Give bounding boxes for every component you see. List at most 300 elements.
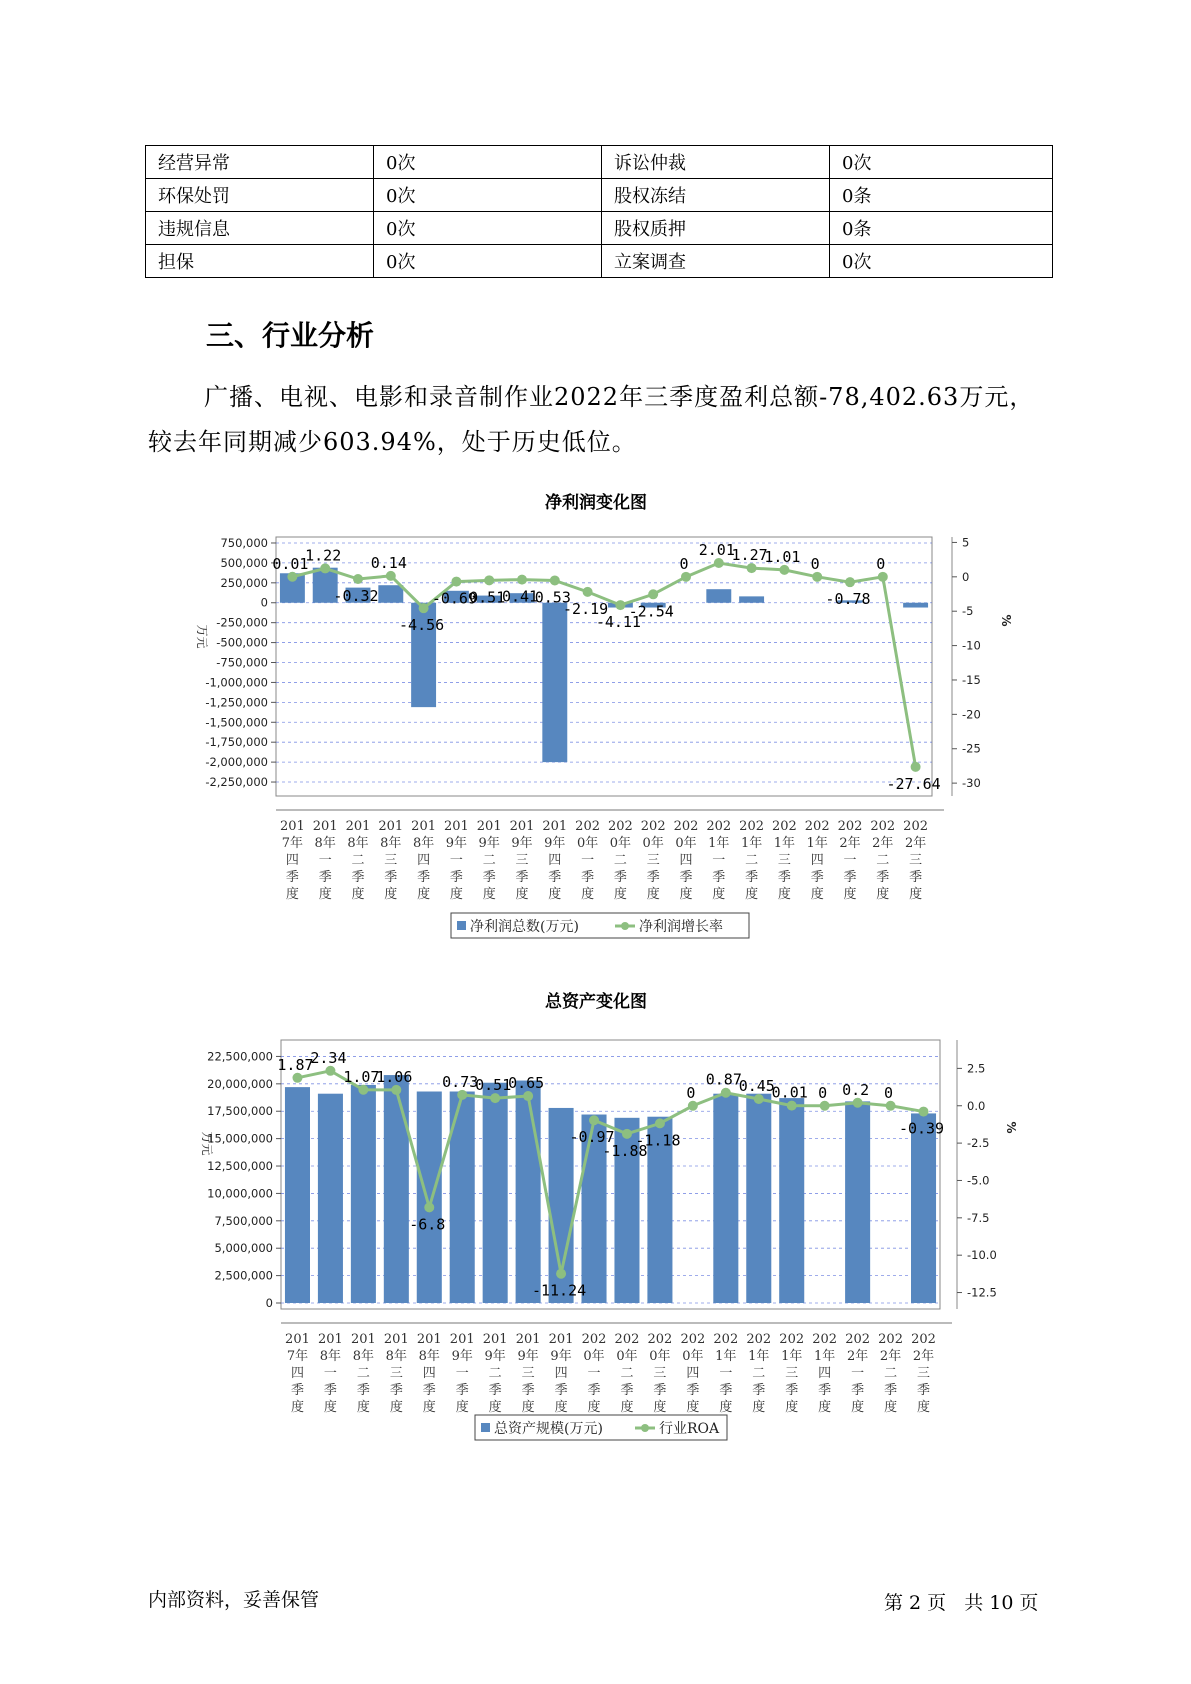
x-tick-label: 度 xyxy=(884,1400,898,1415)
data-label: 0 xyxy=(679,554,689,573)
x-tick-label: 8年 xyxy=(352,1349,375,1364)
data-label: 0.2 xyxy=(842,1080,870,1099)
bar xyxy=(483,1083,508,1303)
bar xyxy=(739,596,764,602)
risk-item-label: 立案调查 xyxy=(602,245,830,278)
x-tick-label: 季 xyxy=(587,1383,601,1398)
line-point xyxy=(648,589,658,599)
risk-item-label: 担保 xyxy=(146,245,374,278)
y2-tick-label: -25 xyxy=(962,741,981,756)
x-tick-label: 季 xyxy=(449,870,463,885)
data-label: 2.34 xyxy=(310,1048,347,1067)
line-point xyxy=(721,1088,731,1098)
x-tick-label: 季 xyxy=(455,1383,469,1398)
y-tick-label: 10,000,000 xyxy=(207,1186,273,1201)
x-tick-label: 201 xyxy=(443,819,469,834)
x-tick-label: 1年 xyxy=(781,1349,803,1364)
risk-item-label: 股权冻结 xyxy=(602,179,830,212)
x-tick-label: 季 xyxy=(745,870,759,885)
x-tick-label: 度 xyxy=(417,887,431,902)
x-tick-label: 季 xyxy=(884,1383,898,1398)
x-tick-label: 季 xyxy=(752,1383,766,1398)
x-tick-label: 201 xyxy=(509,819,535,834)
x-tick-label: 一 xyxy=(719,1366,733,1381)
legend-bar-label: 总资产规模(万元) xyxy=(494,1421,603,1437)
x-tick-label: 201 xyxy=(482,1332,508,1347)
x-tick-label: 7年 xyxy=(281,836,304,851)
x-tick-label: 度 xyxy=(455,1400,469,1415)
line-point xyxy=(688,1101,698,1111)
x-tick-label: 季 xyxy=(679,870,693,885)
x-tick-label: 度 xyxy=(613,887,627,902)
x-tick-label: 季 xyxy=(548,870,562,885)
line-point xyxy=(787,1101,797,1111)
data-label: 2.01 xyxy=(698,540,735,559)
x-tick-label: 0年 xyxy=(616,1349,638,1364)
legend-line-label: 净利润增长率 xyxy=(639,919,723,935)
x-tick-label: 度 xyxy=(712,887,726,902)
x-tick-label: 1年 xyxy=(773,836,796,851)
x-tick-label: 202 xyxy=(713,1332,739,1347)
y2-tick-label: 0 xyxy=(962,569,970,584)
bar xyxy=(318,1094,343,1303)
x-tick-label: 0年 xyxy=(682,1349,704,1364)
x-tick-label: 202 xyxy=(575,819,601,834)
x-tick-label: 度 xyxy=(653,1400,667,1415)
page-unit: 页 xyxy=(927,1592,947,1614)
bar xyxy=(351,1085,376,1303)
x-tick-label: 度 xyxy=(587,1400,601,1415)
data-label: 0 xyxy=(686,1083,696,1102)
y-tick-label: -1,750,000 xyxy=(205,735,268,750)
x-tick-label: 度 xyxy=(917,1400,931,1415)
x-tick-label: 202 xyxy=(673,819,699,834)
y-tick-label: 0 xyxy=(260,595,268,610)
net-profit-chart xyxy=(0,485,1191,950)
data-label: -6.8 xyxy=(409,1215,446,1234)
data-label: 0 xyxy=(818,1083,828,1102)
line-point xyxy=(556,1269,566,1279)
y-tick-label: 500,000 xyxy=(220,555,268,570)
data-label: -0.97 xyxy=(569,1128,615,1147)
x-tick-label: 二 xyxy=(876,853,890,868)
x-tick-label: 8年 xyxy=(314,836,336,851)
x-tick-label: 二 xyxy=(884,1366,898,1381)
risk-item-label: 经营异常 xyxy=(146,146,374,179)
footer-page-number xyxy=(884,1588,1044,1615)
x-tick-label: 202 xyxy=(812,1332,838,1347)
x-tick-label: 8年 xyxy=(385,1349,407,1364)
x-tick-label: 201 xyxy=(411,819,437,834)
x-tick-label: 度 xyxy=(851,1400,865,1415)
x-tick-label: 202 xyxy=(607,819,633,834)
data-label: -11.24 xyxy=(531,1281,587,1300)
x-tick-label: 201 xyxy=(416,1332,442,1347)
data-label: 1.06 xyxy=(376,1067,413,1086)
x-tick-label: 201 xyxy=(548,1332,574,1347)
x-tick-label: 二 xyxy=(613,853,627,868)
y2-tick-label: -2.5 xyxy=(967,1136,990,1151)
x-tick-label: 季 xyxy=(318,870,332,885)
data-label: 0.14 xyxy=(370,553,407,572)
y-tick-label: 22,500,000 xyxy=(207,1049,273,1064)
x-tick-label: 度 xyxy=(752,1400,766,1415)
x-tick-label: 2年 xyxy=(839,836,861,851)
line-point xyxy=(484,575,494,585)
risk-item-value: 0次 xyxy=(830,245,1053,278)
x-tick-label: 二 xyxy=(620,1366,634,1381)
x-tick-label: 一 xyxy=(851,1366,865,1381)
bar xyxy=(845,1101,870,1303)
x-tick-label: 9年 xyxy=(550,1349,572,1364)
y2-tick-label: -5 xyxy=(962,604,974,619)
x-tick-label: 季 xyxy=(646,870,660,885)
legend-line-marker xyxy=(641,1424,649,1432)
x-tick-label: 201 xyxy=(542,819,568,834)
line-point xyxy=(419,603,429,613)
bar xyxy=(516,1081,541,1303)
x-tick-label: 1年 xyxy=(806,836,828,851)
footer-confidential-note: 内部资料，妥善保管 xyxy=(148,1589,320,1611)
x-tick-label: 度 xyxy=(318,887,332,902)
legend-line-label: 行业ROA xyxy=(659,1421,720,1437)
data-label: 0.87 xyxy=(705,1070,742,1089)
risk-item-value: 0次 xyxy=(374,212,602,245)
chart-title: 净利润变化图 xyxy=(545,493,647,513)
y-tick-label: -1,000,000 xyxy=(205,675,268,690)
y-tick-label: 250,000 xyxy=(220,575,268,590)
x-tick-label: 季 xyxy=(417,870,431,885)
total-prefix: 共 xyxy=(964,1592,984,1614)
x-tick-label: 9年 xyxy=(445,836,468,851)
x-tick-label: 度 xyxy=(482,887,496,902)
x-tick-label: 度 xyxy=(818,1400,832,1415)
risk-table-row xyxy=(146,146,1053,179)
y2-tick-label: -15 xyxy=(962,672,981,687)
line-point xyxy=(919,1107,929,1117)
data-label: -0.78 xyxy=(825,590,871,609)
x-tick-label: 8年 xyxy=(347,836,369,851)
data-label: 1.87 xyxy=(277,1055,314,1074)
x-tick-label: 季 xyxy=(482,870,496,885)
x-tick-label: 度 xyxy=(422,1400,436,1415)
y-tick-label: 20,000,000 xyxy=(207,1076,273,1091)
x-tick-label: 201 xyxy=(345,819,371,834)
y2-tick-label: -7.5 xyxy=(967,1210,990,1225)
x-tick-label: 202 xyxy=(779,1332,805,1347)
line-point xyxy=(583,587,593,597)
x-tick-label: 季 xyxy=(843,870,857,885)
x-tick-label: 度 xyxy=(777,887,791,902)
legend-bar-swatch xyxy=(481,1423,490,1432)
x-tick-label: 二 xyxy=(351,853,365,868)
x-tick-label: 201 xyxy=(350,1332,376,1347)
x-tick-label: 季 xyxy=(554,1383,568,1398)
line-point xyxy=(457,1090,467,1100)
x-tick-label: 1年 xyxy=(814,1349,836,1364)
section-title: 三、行业分析 xyxy=(206,319,375,352)
x-tick-label: 二 xyxy=(482,853,496,868)
x-tick-label: 一 xyxy=(712,853,726,868)
x-tick-label: 三 xyxy=(389,1366,403,1381)
y-tick-label: 7,500,000 xyxy=(214,1213,273,1228)
risk-summary-table xyxy=(145,145,1053,278)
x-tick-label: 202 xyxy=(903,819,929,834)
x-tick-label: 一 xyxy=(318,853,332,868)
line-point xyxy=(886,1101,896,1111)
bar xyxy=(706,589,731,603)
data-label: 0 xyxy=(876,554,886,573)
risk-table-row xyxy=(146,212,1053,245)
x-tick-label: 201 xyxy=(515,1332,541,1347)
data-label: 0.51 xyxy=(469,588,506,607)
x-tick-label: 四 xyxy=(417,853,431,868)
x-tick-label: 季 xyxy=(785,1383,799,1398)
line-point xyxy=(451,577,461,587)
x-tick-label: 1年 xyxy=(715,1349,737,1364)
data-label: 1.27 xyxy=(731,546,768,565)
x-tick-label: 度 xyxy=(351,887,365,902)
x-tick-label: 9年 xyxy=(478,836,500,851)
x-tick-label: 季 xyxy=(620,1383,634,1398)
line-point xyxy=(853,1098,863,1108)
x-tick-label: 四 xyxy=(548,853,562,868)
x-tick-label: 季 xyxy=(521,1383,535,1398)
x-tick-label: 202 xyxy=(739,819,765,834)
x-tick-label: 202 xyxy=(647,1332,673,1347)
x-tick-label: 201 xyxy=(285,1332,310,1347)
risk-item-label: 环保处罚 xyxy=(146,179,374,212)
x-tick-label: 季 xyxy=(851,1383,865,1398)
x-tick-label: 季 xyxy=(389,1383,403,1398)
y2-tick-label: -30 xyxy=(962,776,981,791)
x-tick-label: 季 xyxy=(686,1383,700,1398)
x-tick-label: 度 xyxy=(384,887,398,902)
line-point xyxy=(714,558,724,568)
total-no: 10 xyxy=(989,1592,1014,1614)
x-tick-label: 202 xyxy=(640,819,666,834)
x-tick-label: 202 xyxy=(614,1332,640,1347)
line-point xyxy=(681,572,691,582)
total-assets-chart-svg xyxy=(0,985,1191,1445)
x-tick-label: 一 xyxy=(587,1366,601,1381)
y-tick-label: 5,000,000 xyxy=(214,1241,273,1256)
y2-axis-name: % xyxy=(1004,1121,1018,1134)
y2-tick-label: -10 xyxy=(962,638,981,653)
y-tick-label: 15,000,000 xyxy=(207,1131,273,1146)
y2-tick-label: 2.5 xyxy=(967,1061,986,1076)
line-point xyxy=(878,572,888,582)
line-point xyxy=(747,563,757,573)
x-tick-label: 季 xyxy=(290,1383,304,1398)
x-tick-label: 一 xyxy=(449,853,463,868)
line-point xyxy=(320,563,330,573)
x-tick-label: 度 xyxy=(876,887,890,902)
x-tick-label: 201 xyxy=(312,819,338,834)
x-tick-label: 9年 xyxy=(517,1349,539,1364)
x-tick-label: 1年 xyxy=(708,836,730,851)
y2-tick-label: -5.0 xyxy=(967,1173,990,1188)
y-tick-label: 750,000 xyxy=(220,535,268,550)
page-prefix: 第 xyxy=(884,1592,904,1614)
x-tick-label: 三 xyxy=(653,1366,667,1381)
bar xyxy=(779,1098,804,1303)
y2-tick-label: 5 xyxy=(962,535,970,550)
data-label: 0.01 xyxy=(771,1083,808,1102)
y-tick-label: -500,000 xyxy=(216,635,268,650)
line-point xyxy=(386,571,396,581)
data-label: 1.22 xyxy=(305,546,342,565)
x-tick-label: 201 xyxy=(279,819,305,834)
risk-item-label: 违规信息 xyxy=(146,212,374,245)
y-tick-label: 12,500,000 xyxy=(207,1159,273,1174)
y-tick-label: -250,000 xyxy=(216,615,268,630)
line-point xyxy=(287,572,297,582)
line-point xyxy=(523,1091,533,1101)
chart-title: 总资产变化图 xyxy=(545,992,647,1012)
total-unit: 页 xyxy=(1019,1592,1039,1614)
x-tick-label: 1年 xyxy=(740,836,763,851)
x-tick-label: 三 xyxy=(515,853,529,868)
legend-bar-label: 净利润总数(万元) xyxy=(470,919,579,935)
x-tick-label: 季 xyxy=(488,1383,502,1398)
legend-bar-swatch xyxy=(457,921,466,930)
risk-item-value: 0次 xyxy=(374,146,602,179)
data-label: 0.45 xyxy=(738,1077,775,1096)
x-tick-label: 度 xyxy=(909,887,923,902)
y2-axis-name: % xyxy=(999,614,1013,627)
risk-table-row xyxy=(146,179,1053,212)
line-point xyxy=(622,1129,632,1139)
x-tick-label: 季 xyxy=(384,870,398,885)
x-tick-label: 三 xyxy=(777,853,791,868)
x-tick-label: 202 xyxy=(804,819,830,834)
x-tick-label: 季 xyxy=(653,1383,667,1398)
x-tick-label: 一 xyxy=(581,853,595,868)
x-tick-label: 9年 xyxy=(484,1349,506,1364)
x-tick-label: 8年 xyxy=(418,1349,440,1364)
data-label: -1.18 xyxy=(635,1131,681,1150)
x-tick-label: 三 xyxy=(909,853,923,868)
x-tick-label: 季 xyxy=(323,1383,337,1398)
x-tick-label: 季 xyxy=(818,1383,832,1398)
x-tick-label: 季 xyxy=(285,870,299,885)
x-tick-label: 季 xyxy=(712,870,726,885)
bar xyxy=(911,1113,936,1303)
x-tick-label: 一 xyxy=(843,853,857,868)
total-assets-chart xyxy=(0,985,1191,1445)
x-tick-label: 度 xyxy=(548,887,562,902)
x-tick-label: 四 xyxy=(422,1366,436,1381)
x-tick-label: 季 xyxy=(810,870,824,885)
x-tick-label: 季 xyxy=(422,1383,436,1398)
bar xyxy=(903,603,928,608)
line-point xyxy=(754,1094,764,1104)
line-point xyxy=(911,762,921,772)
line-point xyxy=(358,1085,368,1095)
data-label: 0.41 xyxy=(501,587,539,606)
x-tick-label: 202 xyxy=(680,1332,706,1347)
data-label: 0.51 xyxy=(475,1076,512,1095)
x-tick-label: 201 xyxy=(378,819,404,834)
plot-frame xyxy=(276,537,932,796)
x-tick-label: 三 xyxy=(521,1366,535,1381)
x-tick-label: 202 xyxy=(845,1332,871,1347)
x-tick-label: 202 xyxy=(746,1332,772,1347)
x-tick-label: 四 xyxy=(686,1366,700,1381)
x-tick-label: 202 xyxy=(706,819,732,834)
x-tick-label: 201 xyxy=(318,1332,343,1347)
y-axis-name: 万元 xyxy=(195,624,209,649)
line-point xyxy=(490,1093,500,1103)
data-label: -27.64 xyxy=(886,774,941,793)
x-tick-label: 季 xyxy=(876,870,890,885)
x-tick-label: 度 xyxy=(785,1400,799,1415)
x-tick-label: 三 xyxy=(917,1366,931,1381)
x-tick-label: 8年 xyxy=(412,836,435,851)
x-tick-label: 9年 xyxy=(451,1349,473,1364)
x-tick-label: 二 xyxy=(745,853,759,868)
x-tick-label: 季 xyxy=(356,1383,370,1398)
x-tick-label: 季 xyxy=(613,870,627,885)
data-label: 0.73 xyxy=(442,1072,479,1091)
x-tick-label: 二 xyxy=(356,1366,370,1381)
x-tick-label: 度 xyxy=(521,1400,535,1415)
x-tick-label: 季 xyxy=(777,870,791,885)
bar xyxy=(746,1094,771,1303)
page-no: 2 xyxy=(909,1592,922,1614)
x-tick-label: 2年 xyxy=(904,836,927,851)
line-point xyxy=(589,1115,599,1125)
y-tick-label: -1,250,000 xyxy=(205,695,268,710)
x-tick-label: 度 xyxy=(515,887,529,902)
x-tick-label: 四 xyxy=(285,853,299,868)
x-tick-label: 二 xyxy=(752,1366,766,1381)
legend-line-marker xyxy=(621,922,629,930)
data-label: -0.39 xyxy=(898,1119,945,1138)
x-tick-label: 度 xyxy=(646,887,660,902)
x-tick-label: 202 xyxy=(771,819,797,834)
x-tick-label: 度 xyxy=(389,1400,403,1415)
x-tick-label: 一 xyxy=(455,1366,469,1381)
line-point xyxy=(353,574,363,584)
line-point xyxy=(424,1202,434,1212)
risk-table-row xyxy=(146,245,1053,278)
x-tick-label: 度 xyxy=(620,1400,634,1415)
y-tick-label: -2,250,000 xyxy=(205,775,268,790)
x-tick-label: 度 xyxy=(356,1400,370,1415)
x-tick-label: 202 xyxy=(911,1332,936,1347)
x-tick-label: 度 xyxy=(810,887,824,902)
x-tick-label: 度 xyxy=(554,1400,568,1415)
line-point xyxy=(845,577,855,587)
bar xyxy=(378,585,403,603)
y2-tick-label: -10.0 xyxy=(967,1248,997,1263)
risk-item-label: 诉讼仲裁 xyxy=(602,146,830,179)
x-tick-label: 202 xyxy=(581,1332,607,1347)
risk-item-value: 0次 xyxy=(374,245,602,278)
x-tick-label: 度 xyxy=(581,887,595,902)
line-point xyxy=(812,572,822,582)
y-tick-label: -750,000 xyxy=(216,655,268,670)
net-profit-chart-svg xyxy=(0,485,1191,950)
x-tick-label: 202 xyxy=(837,819,863,834)
x-tick-label: 2年 xyxy=(912,1349,935,1364)
x-tick-label: 度 xyxy=(290,1400,304,1415)
x-tick-label: 8年 xyxy=(319,1349,342,1364)
x-tick-label: 四 xyxy=(818,1366,832,1381)
x-tick-label: 2年 xyxy=(846,1349,869,1364)
